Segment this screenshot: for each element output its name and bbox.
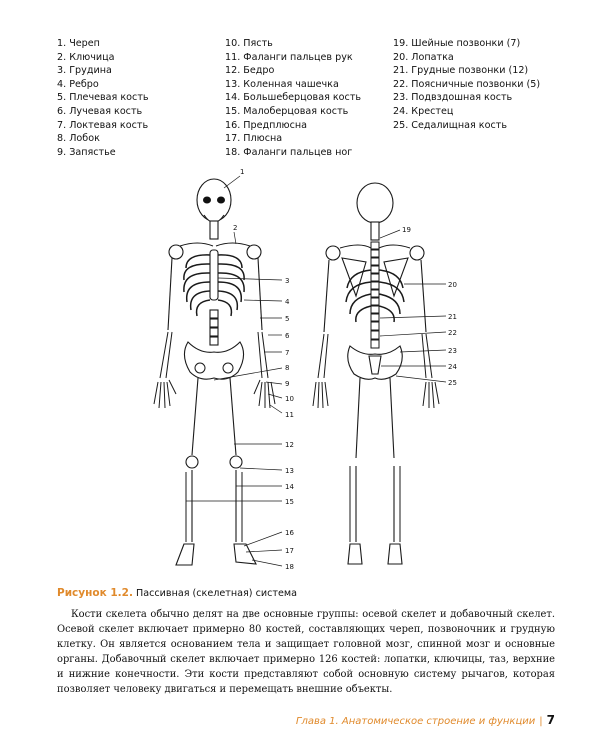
legend-item: 18. Фаланги пальцев ног [225, 146, 353, 158]
front-label-3: 3 [285, 277, 290, 285]
front-label-17: 17 [285, 547, 294, 555]
back-label-24: 24 [448, 363, 457, 371]
front-label-13: 13 [285, 467, 294, 475]
front-label-9: 9 [285, 380, 290, 388]
legend-column-3 [393, 37, 557, 159]
legend-item: 4. Ребро [57, 78, 99, 90]
legend-item: 20. Лопатка [393, 51, 454, 63]
front-label-14: 14 [285, 483, 294, 491]
front-label-11: 11 [285, 411, 294, 419]
legend-item: 13. Коленная чашечка [225, 78, 339, 90]
page-number: 7 [546, 713, 555, 727]
front-label-4: 4 [285, 298, 290, 306]
legend-item: 25. Седалищная кость [393, 119, 507, 131]
chapter-title: Глава 1. Анатомическое строение и функции [295, 716, 536, 727]
front-skeleton [154, 179, 275, 565]
footer-separator: | [539, 716, 543, 727]
legend-item: 7. Локтевая кость [57, 119, 149, 131]
legend-column-2 [225, 37, 393, 159]
figure-title: Пассивная (скелетная) система [136, 588, 297, 599]
page-footer [296, 713, 555, 727]
legend-item: 3. Грудина [57, 65, 112, 77]
back-label-22: 22 [448, 329, 457, 337]
back-label-19: 19 [402, 226, 411, 234]
legend-item: 15. Малоберцовая кость [225, 105, 349, 117]
legend-item: 8. Лобок [57, 133, 100, 145]
back-label-21: 21 [448, 313, 457, 321]
legend-item: 9. Запястье [57, 146, 116, 158]
legend-item: 11. Фаланги пальцев рук [225, 51, 353, 63]
legend-item: 6. Лучевая кость [57, 105, 143, 117]
legend-item: 16. Предплюсна [225, 119, 308, 131]
figure-caption [57, 587, 297, 599]
body-paragraph: Кости скелета обычно делят на две основные группы: осевой скелет и добавочный скелет. Осевой скелет включает примерно 80 костей, составляющих череп, позвоночник и грудную клетку. Он является основанием тела и защищает головной мозг, спинной мозг и основные органы. Добавочный скелет включает примерно 126 костей: лопатки, ключицы, таз, верхние и нижние конечности. Эти кости представляют собой основную систему рычагов, которая позволяет человеку двигаться и перемещать внешние объекты. [57, 609, 555, 695]
legend-item: 22. Поясничные позвонки (5) [393, 78, 541, 90]
front-label-2: 2 [233, 224, 238, 232]
back-label-25: 25 [448, 379, 457, 387]
legend-item: 2. Ключица [57, 51, 115, 63]
front-label-15: 15 [285, 498, 294, 506]
legend-item: 12. Бедро [225, 65, 275, 77]
back-skeleton [313, 183, 439, 564]
legend-item: 23. Подвздошная кость [393, 92, 513, 104]
front-label-16: 16 [285, 529, 294, 537]
legend-item: 24. Крестец [393, 105, 454, 117]
skeleton-figure [0, 160, 600, 580]
legend-item: 14. Большеберцовая кость [225, 92, 362, 104]
legend-item: 1. Череп [57, 38, 100, 49]
legend-item: 5. Плечевая кость [57, 92, 149, 104]
skeleton-illustration [0, 160, 600, 580]
bone-legend [57, 37, 557, 159]
legend-column-1 [57, 37, 225, 159]
front-label-1: 1 [240, 168, 245, 176]
figure-number: Рисунок 1.2. [57, 587, 133, 599]
legend-item: 17. Плюсна [225, 133, 283, 145]
back-label-23: 23 [448, 347, 457, 355]
legend-item: 19. Шейные позвонки (7) [393, 38, 521, 49]
front-label-5: 5 [285, 315, 290, 323]
front-label-6: 6 [285, 332, 290, 340]
front-label-7: 7 [285, 349, 290, 357]
front-label-18: 18 [285, 563, 294, 571]
front-label-8: 8 [285, 364, 290, 372]
back-label-20: 20 [448, 281, 457, 289]
front-label-12: 12 [285, 441, 294, 449]
legend-item: 21. Грудные позвонки (12) [393, 65, 529, 77]
front-label-10: 10 [285, 395, 294, 403]
legend-item: 10. Пясть [225, 38, 273, 49]
